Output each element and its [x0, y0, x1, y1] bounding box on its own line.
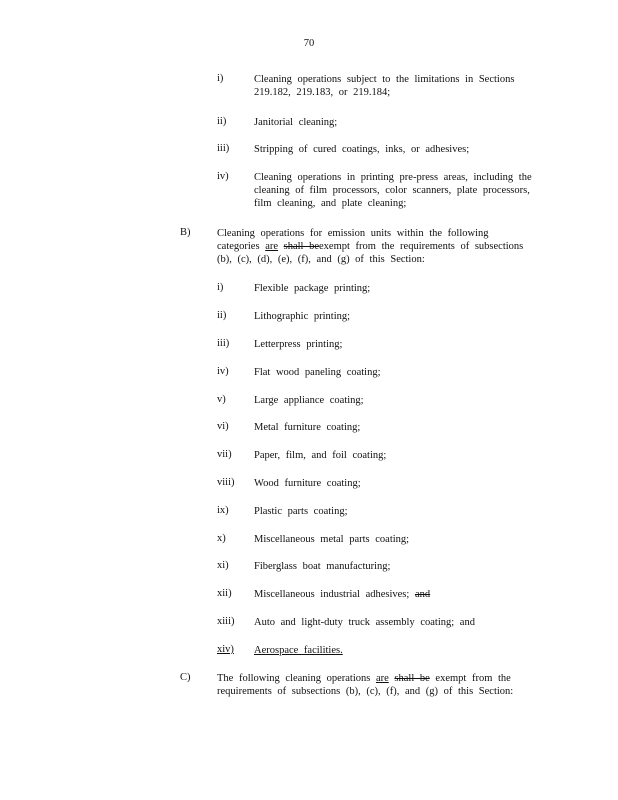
item-number: iv) — [217, 366, 229, 377]
item-text: Cleaning operations subject to the limitations in Sections 219.182, 219.183, or 219.184; — [254, 74, 515, 98]
item-number: vii) — [217, 449, 232, 460]
item-text: Fiberglass boat manufacturing; — [254, 561, 391, 572]
item-number: ix) — [217, 505, 229, 516]
item-text: Cleaning operations in printing pre-press areas, including the cleaning of film processors, color scanners, plate processors, film cleaning, and plate cleaning; — [254, 172, 532, 209]
page-number: 70 — [303, 38, 315, 49]
section-text: Cleaning operations for emission units within the following categories are shall beexempt from the requirements of subsections (b), (c), (d), (e), (f), and (g) of this Section: — [217, 228, 524, 265]
item-number: x) — [217, 533, 226, 544]
item-number: v) — [217, 394, 226, 405]
item-number: iv) — [217, 171, 229, 182]
item-number: i) — [217, 282, 224, 293]
item-number: ii) — [217, 310, 227, 321]
item-text: Plastic parts coating; — [254, 506, 348, 517]
item-text: Janitorial cleaning; — [254, 117, 338, 128]
item-number: xii) — [217, 588, 232, 599]
deleted-text: shall be — [283, 241, 320, 252]
item-text: Flat wood paneling coating; — [254, 367, 381, 378]
inserted-text: are — [375, 673, 389, 684]
item-number: xiii) — [217, 616, 235, 627]
item-text: Large appliance coating; — [254, 395, 364, 406]
item-number: xi) — [217, 560, 229, 571]
inserted-text: are — [265, 241, 279, 252]
item-text: Metal furniture coating; — [254, 422, 361, 433]
item-number: xiv) — [217, 644, 234, 655]
section-number: C) — [180, 672, 191, 683]
item-number: iii) — [217, 338, 230, 349]
section-text: The following cleaning operations are shall be exempt from the requirements of subsections (b), (c), (f), and (g) of this Section: — [217, 673, 514, 697]
deleted-text: and — [414, 589, 431, 600]
item-text: Stripping of cured coatings, inks, or adhesives; — [254, 144, 470, 155]
item-number: vi) — [217, 421, 229, 432]
item-text: Wood furniture coating; — [254, 478, 361, 489]
item-text: Aerospace facilities. — [254, 645, 343, 656]
section-number: B) — [180, 227, 191, 238]
item-text: Paper, film, and foil coating; — [254, 450, 387, 461]
item-number: ii) — [217, 116, 227, 127]
item-number: viii) — [217, 477, 235, 488]
item-text: Miscellaneous metal parts coating; — [254, 534, 410, 545]
item-text: Letterpress printing; — [254, 339, 343, 350]
item-number: i) — [217, 73, 224, 84]
item-text: Lithographic printing; — [254, 311, 351, 322]
deleted-text: shall be — [394, 673, 430, 684]
item-text: Miscellaneous industrial adhesives; and — [254, 589, 431, 600]
item-text: Flexible package printing; — [254, 283, 371, 294]
item-text: Auto and light-duty truck assembly coating; and — [254, 617, 475, 628]
item-number: iii) — [217, 143, 230, 154]
